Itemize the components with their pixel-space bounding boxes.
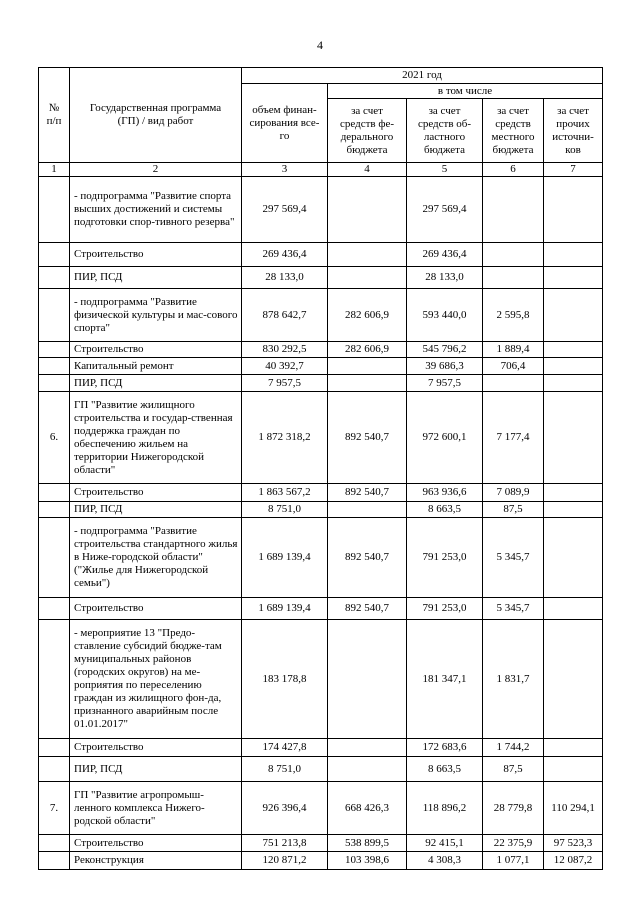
column-number-row bbox=[39, 163, 603, 177]
total-value: 751 213,8 bbox=[242, 835, 328, 852]
federal-value: 892 540,7 bbox=[328, 484, 407, 502]
other-value bbox=[544, 342, 603, 358]
regional-value: 92 415,1 bbox=[407, 835, 483, 852]
regional-value: 593 440,0 bbox=[407, 289, 483, 342]
table-row bbox=[39, 782, 603, 835]
program-name: ПИР, ПСД bbox=[70, 757, 242, 782]
regional-value: 7 957,5 bbox=[407, 375, 483, 392]
regional-value: 118 896,2 bbox=[407, 782, 483, 835]
total-value: 878 642,7 bbox=[242, 289, 328, 342]
row-number bbox=[39, 243, 70, 267]
regional-value: 181 347,1 bbox=[407, 620, 483, 739]
local-value: 87,5 bbox=[483, 502, 544, 518]
other-value bbox=[544, 484, 603, 502]
total-value: 183 178,8 bbox=[242, 620, 328, 739]
table-row bbox=[39, 757, 603, 782]
federal-value bbox=[328, 620, 407, 739]
table-row bbox=[39, 267, 603, 289]
table-row bbox=[39, 342, 603, 358]
local-value: 5 345,7 bbox=[483, 518, 544, 598]
program-name: Строительство bbox=[70, 484, 242, 502]
row-number bbox=[39, 375, 70, 392]
local-value: 7 177,4 bbox=[483, 392, 544, 484]
table-row bbox=[39, 835, 603, 852]
local-value bbox=[483, 267, 544, 289]
header-col-other: за счет прочих источни- ков bbox=[544, 99, 603, 163]
total-value: 1 872 318,2 bbox=[242, 392, 328, 484]
other-value bbox=[544, 289, 603, 342]
local-value bbox=[483, 375, 544, 392]
column-index: 6 bbox=[483, 163, 544, 177]
row-number bbox=[39, 358, 70, 375]
local-value: 5 345,7 bbox=[483, 598, 544, 620]
other-value bbox=[544, 620, 603, 739]
regional-value: 791 253,0 bbox=[407, 518, 483, 598]
federal-value: 892 540,7 bbox=[328, 392, 407, 484]
total-value: 297 569,4 bbox=[242, 177, 328, 243]
other-value bbox=[544, 375, 603, 392]
header-col-number: № п/п bbox=[39, 68, 70, 163]
table-row bbox=[39, 620, 603, 739]
program-name: ПИР, ПСД bbox=[70, 375, 242, 392]
row-number bbox=[39, 267, 70, 289]
row-number bbox=[39, 502, 70, 518]
federal-value: 892 540,7 bbox=[328, 518, 407, 598]
total-value: 174 427,8 bbox=[242, 739, 328, 757]
local-value: 1 744,2 bbox=[483, 739, 544, 757]
regional-value: 963 936,6 bbox=[407, 484, 483, 502]
other-value bbox=[544, 757, 603, 782]
column-index: 7 bbox=[544, 163, 603, 177]
table-row bbox=[39, 375, 603, 392]
regional-value: 8 663,5 bbox=[407, 502, 483, 518]
row-number bbox=[39, 342, 70, 358]
row-number bbox=[39, 289, 70, 342]
header-including: в том числе bbox=[328, 84, 603, 99]
regional-value: 39 686,3 bbox=[407, 358, 483, 375]
header-col-local: за счет средств местного бюджета bbox=[483, 99, 544, 163]
row-number bbox=[39, 484, 70, 502]
local-value: 2 595,8 bbox=[483, 289, 544, 342]
row-number bbox=[39, 739, 70, 757]
table-row bbox=[39, 739, 603, 757]
column-index: 1 bbox=[39, 163, 70, 177]
table-row bbox=[39, 852, 603, 870]
row-number bbox=[39, 835, 70, 852]
regional-value: 28 133,0 bbox=[407, 267, 483, 289]
program-name: ПИР, ПСД bbox=[70, 502, 242, 518]
regional-value: 4 308,3 bbox=[407, 852, 483, 870]
program-name: Строительство bbox=[70, 342, 242, 358]
regional-value: 269 436,4 bbox=[407, 243, 483, 267]
row-number bbox=[39, 757, 70, 782]
local-value: 1 077,1 bbox=[483, 852, 544, 870]
program-name: Строительство bbox=[70, 243, 242, 267]
total-value: 7 957,5 bbox=[242, 375, 328, 392]
table-row bbox=[39, 358, 603, 375]
federal-value: 668 426,3 bbox=[328, 782, 407, 835]
regional-value: 297 569,4 bbox=[407, 177, 483, 243]
other-value bbox=[544, 358, 603, 375]
local-value bbox=[483, 243, 544, 267]
table-row bbox=[39, 289, 603, 342]
other-value bbox=[544, 518, 603, 598]
federal-value bbox=[328, 757, 407, 782]
other-value bbox=[544, 598, 603, 620]
total-value: 40 392,7 bbox=[242, 358, 328, 375]
local-value: 7 089,9 bbox=[483, 484, 544, 502]
total-value: 269 436,4 bbox=[242, 243, 328, 267]
total-value: 1 863 567,2 bbox=[242, 484, 328, 502]
row-number bbox=[39, 620, 70, 739]
total-value: 830 292,5 bbox=[242, 342, 328, 358]
other-value: 110 294,1 bbox=[544, 782, 603, 835]
federal-value: 538 899,5 bbox=[328, 835, 407, 852]
other-value bbox=[544, 243, 603, 267]
funding-table bbox=[38, 67, 603, 870]
local-value: 22 375,9 bbox=[483, 835, 544, 852]
row-number bbox=[39, 852, 70, 870]
other-value bbox=[544, 267, 603, 289]
regional-value: 972 600,1 bbox=[407, 392, 483, 484]
page-number: 4 bbox=[317, 38, 323, 52]
program-name: Строительство bbox=[70, 739, 242, 757]
program-name: - мероприятие 13 "Предо-ставление субсидий бюдже-там муниципальных районов (городских округов) на ме-роприятия по переселению граждан из жилищного фон-да, признанного аварийным после 01.01.2017" bbox=[70, 620, 242, 739]
total-value: 28 133,0 bbox=[242, 267, 328, 289]
program-name: - подпрограмма "Развитие строительства стандартного жилья в Ниже-городской области" ("Жилье для Нижегородской семьи") bbox=[70, 518, 242, 598]
total-value: 926 396,4 bbox=[242, 782, 328, 835]
row-number bbox=[39, 598, 70, 620]
federal-value bbox=[328, 502, 407, 518]
program-name: ГП "Развитие агропромыш-ленного комплекса Нижего-родской области" bbox=[70, 782, 242, 835]
header-col-regional: за счет средств об- ластного бюджета bbox=[407, 99, 483, 163]
column-index: 4 bbox=[328, 163, 407, 177]
header-col-program: Государственная программа (ГП) / вид работ bbox=[70, 68, 242, 163]
other-value bbox=[544, 502, 603, 518]
program-name: Капитальный ремонт bbox=[70, 358, 242, 375]
row-number bbox=[39, 518, 70, 598]
federal-value bbox=[328, 358, 407, 375]
total-value: 8 751,0 bbox=[242, 502, 328, 518]
table-row bbox=[39, 243, 603, 267]
total-value: 1 689 139,4 bbox=[242, 518, 328, 598]
local-value bbox=[483, 177, 544, 243]
regional-value: 8 663,5 bbox=[407, 757, 483, 782]
other-value: 12 087,2 bbox=[544, 852, 603, 870]
regional-value: 545 796,2 bbox=[407, 342, 483, 358]
column-index: 5 bbox=[407, 163, 483, 177]
row-number bbox=[39, 177, 70, 243]
table-row bbox=[39, 518, 603, 598]
local-value: 706,4 bbox=[483, 358, 544, 375]
table-row bbox=[39, 484, 603, 502]
program-name: - подпрограмма "Развитие физической культуры и мас-сового спорта" bbox=[70, 289, 242, 342]
regional-value: 791 253,0 bbox=[407, 598, 483, 620]
header-col-total: объем финан- сирования все- го bbox=[242, 84, 328, 163]
program-name: Строительство bbox=[70, 835, 242, 852]
federal-value bbox=[328, 243, 407, 267]
federal-value: 282 606,9 bbox=[328, 342, 407, 358]
other-value bbox=[544, 392, 603, 484]
row-number: 6. bbox=[39, 392, 70, 484]
program-name: Реконструкция bbox=[70, 852, 242, 870]
header-year: 2021 год bbox=[242, 68, 603, 84]
local-value: 1 831,7 bbox=[483, 620, 544, 739]
row-number: 7. bbox=[39, 782, 70, 835]
program-name: ГП "Развитие жилищного строительства и государ-ственная поддержка граждан по обеспечению жильем на территории Нижегородской области" bbox=[70, 392, 242, 484]
local-value: 1 889,4 bbox=[483, 342, 544, 358]
local-value: 28 779,8 bbox=[483, 782, 544, 835]
total-value: 120 871,2 bbox=[242, 852, 328, 870]
header-col-federal: за счет средств фе- дерального бюджета bbox=[328, 99, 407, 163]
program-name: ПИР, ПСД bbox=[70, 267, 242, 289]
federal-value: 892 540,7 bbox=[328, 598, 407, 620]
other-value bbox=[544, 177, 603, 243]
local-value: 87,5 bbox=[483, 757, 544, 782]
total-value: 8 751,0 bbox=[242, 757, 328, 782]
other-value bbox=[544, 739, 603, 757]
federal-value bbox=[328, 375, 407, 392]
federal-value: 103 398,6 bbox=[328, 852, 407, 870]
table-row bbox=[39, 502, 603, 518]
program-name: - подпрограмма "Развитие спорта высших достижений и системы подготовки спор-тивного резерва" bbox=[70, 177, 242, 243]
federal-value: 282 606,9 bbox=[328, 289, 407, 342]
federal-value bbox=[328, 267, 407, 289]
total-value: 1 689 139,4 bbox=[242, 598, 328, 620]
column-index: 3 bbox=[242, 163, 328, 177]
other-value: 97 523,3 bbox=[544, 835, 603, 852]
federal-value bbox=[328, 177, 407, 243]
column-index: 2 bbox=[70, 163, 242, 177]
program-name: Строительство bbox=[70, 598, 242, 620]
table-row bbox=[39, 177, 603, 243]
table-row bbox=[39, 598, 603, 620]
table-row bbox=[39, 392, 603, 484]
federal-value bbox=[328, 739, 407, 757]
regional-value: 172 683,6 bbox=[407, 739, 483, 757]
